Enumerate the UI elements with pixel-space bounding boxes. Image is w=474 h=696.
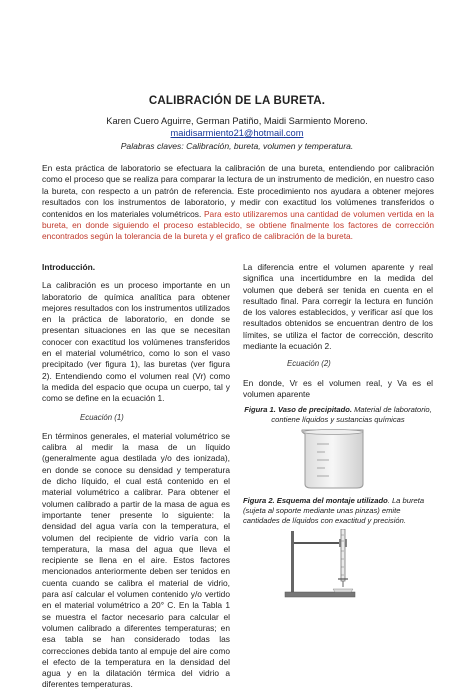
abstract-text: En esta práctica de laboratorio se efectuara la calibración de una bureta, entendiendo por calibración como el proceso que se realiza para comparar la lectura de un instrumento de medición, en nuestro caso la bureta, con respecto a un patrón de referencia. Este procedimiento nos ayudara a obtener mejores resultados con los instrumentos de laboratorio, y medir con exactitud los volúmenes transferidos o contenidos en los materiales volumétricos. [42, 163, 434, 219]
keywords: Palabras claves: Calibración, bureta, volumen y temperatura. [120, 141, 354, 151]
intro-heading: Introducción. [42, 262, 96, 272]
figure-1-caption [243, 405, 433, 424]
figure-2-caption [243, 496, 433, 525]
intro-paragraph-1: La calibración es un proceso importante en un laboratorio de química analítica para obtener mejores resultados con los instrumentos utilizados en la práctica de laboratorio, en donde se presentan situaciones en las que se necesitan conocer con exactitud los volúmenes transferidos en el material volumétrico, como lo son el vaso precipitado (ver figura 1), las buretas (ver figura 2). Entendiendo como el volumen real (Vr) como la medida del espacio que ocupa un cuerpo, tal y como se define en la ecuación 1. [42, 280, 230, 404]
figure-1-title: Figura 1. Vaso de precipitado. [244, 405, 352, 415]
intro-paragraph-2: En términos generales, el material volumétrico se calibra al medir la masa de un líquido (generalmente agua destilada y/o des ionizada), en donde se conoce su densidad y temperatura de dicho líquido, el cual está contenido en el material volumétrico a calibrar. Para obtener el volumen calibrado a partir de la masa de agua es importante tener presente lo siguiente: la densidad del agua varía con la temperatura, el volumen del recipiente de vidrio varía con la temperatura, la masa del agua que lleva el recipiente se llena en el aire. Estos factores mencionados anteriormente deben ser tenidos en cuenta cuando se calibra el material de vidrio, para así calcular el volumen contenido y/o vertido en el material volumétrico a 20° C. En la Tabla 1 se muestra el factor necesario para calcular el volumen calibrado a diferentes temperaturas; en esa tabla se han considerado todas las correcciones debida tanto al empuje del aire como el efecto de la temperatura en la densidad del agua y en la dilatación térmica del vidrio a diferentes temperaturas. [42, 430, 230, 690]
abstract [42, 163, 434, 243]
email-line [0, 128, 474, 138]
figure-1-text: Material de laboratorio, contiene líquidos y sustancias químicas [271, 405, 432, 424]
figure-2-title: Figura 2. Esquema del montaje utilizado [243, 496, 388, 506]
beaker-figure [295, 428, 371, 490]
right-column [243, 262, 433, 599]
left-column [42, 262, 230, 696]
figure-2-text: . La bureta (sujeta al soporte mediante unas pinzas) emite cantidades de líquidos con exactitud y precisión. [243, 496, 425, 525]
equation-2: Ecuación (2) [287, 359, 331, 369]
right-paragraph-2: En donde, Vr es el volumen real, y Va es el volumen aparente [243, 377, 433, 399]
email-link[interactable]: maidisarmiento21@hotmail.com [170, 128, 304, 138]
right-paragraph-1: La diferencia entre el volumen aparente y real significa una incertidumbre en la medida del volumen que deberá ser tenida en cuenta en el resultado final. Para corregir la lectura en función de los valores establecidos, y verificar así que los resultados obtenidos se encuentran dentro de los límites, se utiliza el factor de corrección, descrito mediante la ecuación 2. [243, 262, 433, 352]
paper-title: CALIBRACIÓN DE LA BURETA. [148, 95, 326, 107]
equation-1: Ecuación (1) [80, 412, 124, 422]
abstract-highlight: Para esto utilizaremos una cantidad de volumen vertida en la bureta, en donde siguiendo el proceso establecido, se obtiene finalmente los factores de corrección encontrados según la tolerancia de la bureta y el grafico de calibración de la bureta. [42, 208, 434, 242]
burette-stand-figure [283, 529, 393, 599]
authors: Karen Cuero Aguirre, German Patiño, Maidi Sarmiento Moreno. [106, 116, 368, 126]
